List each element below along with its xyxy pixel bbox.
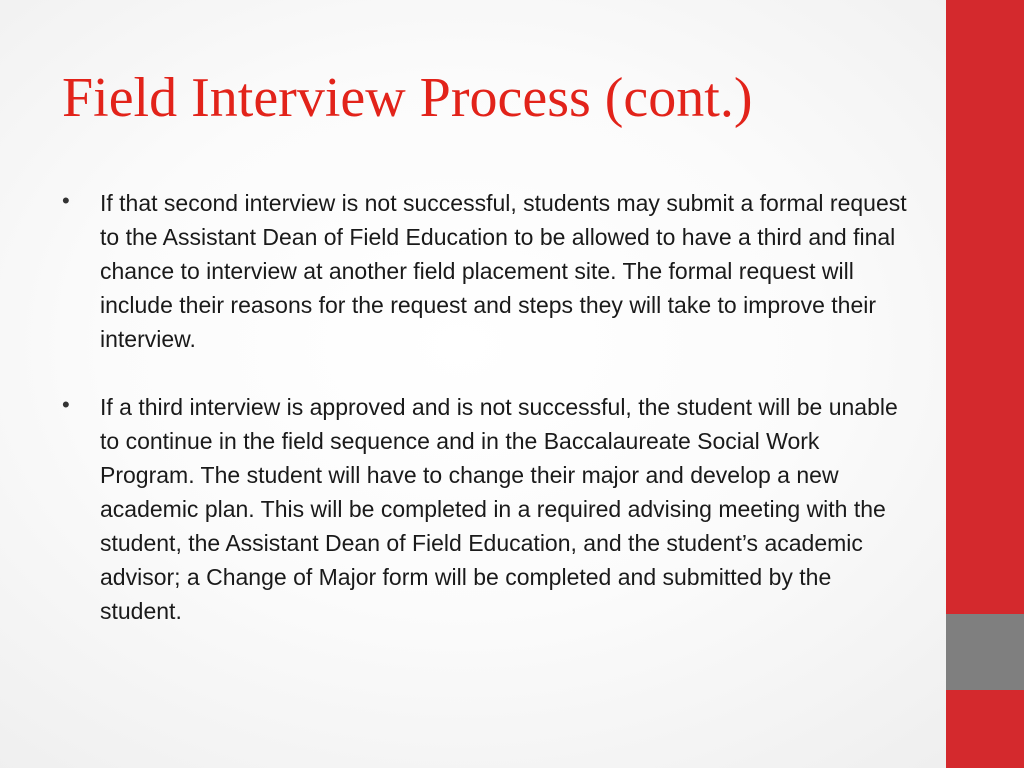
bullet-point-icon: • bbox=[62, 188, 70, 213]
side-bar-red-top bbox=[946, 0, 1024, 614]
side-bar-gray-middle bbox=[946, 614, 1024, 690]
bullet-text: If that second interview is not successful, students may submit a formal request to the Assistant Dean of Field Education to be allowed to have a third and final chance to interview at another field placement site. The formal request will include their reasons for the request and steps they will take to improve their interview. bbox=[100, 190, 907, 352]
bullet-item-1 bbox=[60, 186, 910, 356]
bullet-list bbox=[60, 186, 910, 628]
bullet-item-2 bbox=[60, 390, 910, 628]
bullet-text: If a third interview is approved and is not successful, the student will be unable to continue in the field sequence and in the Baccalaureate Social Work Program. The student will have to change their major and develop a new academic plan. This will be completed in a required advising meeting with the student, the Assistant Dean of Field Education, and the student’s academic advisor; a Change of Major form will be completed and submitted by the student. bbox=[100, 394, 898, 624]
decorative-side-bar bbox=[946, 0, 1024, 768]
bullet-point-icon: • bbox=[62, 392, 70, 417]
side-bar-red-bottom bbox=[946, 690, 1024, 768]
slide-title: Field Interview Process (cont.) bbox=[62, 67, 753, 129]
